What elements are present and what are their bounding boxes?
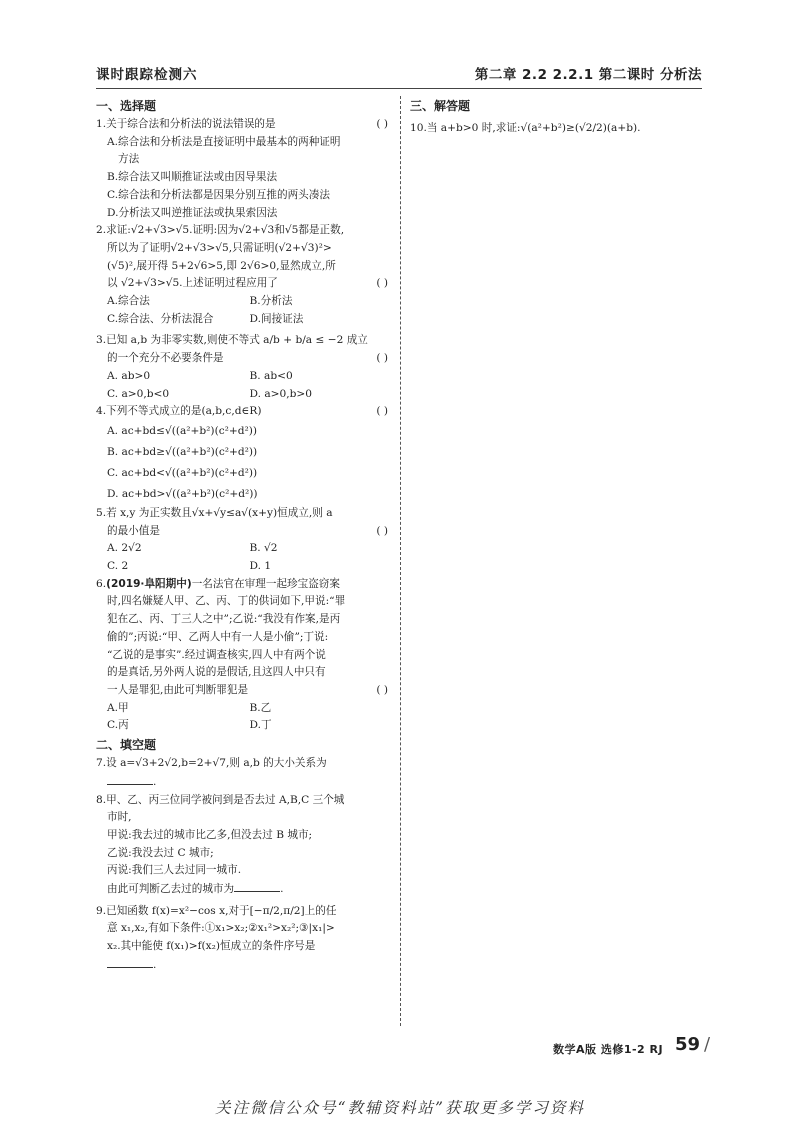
section-choice-title: 一、选择题	[96, 99, 157, 113]
q2-line-3: (√5)²,展开得 5+2√6>5,即 2√6>0,显然成立,所	[107, 259, 336, 272]
q7-end: .	[153, 775, 157, 788]
q6-option-a: A.甲	[107, 701, 129, 714]
header-left-title: 课时跟踪检测六	[96, 67, 198, 83]
question-1	[96, 116, 392, 222]
left-column	[96, 96, 392, 975]
question-6: 6.(2019·阜阳期中)一名法官在审理一起珍宝盗窃案 时,四名嫌疑人甲、乙、丙、丁的供词如下,甲说:“罪 犯在乙、丙、丁三人之中”;乙说:“我没有作案,是丙 偷的”;丙说:“甲、乙两人中有一人是小偷”;丁说: “乙说的是事实”.经过调查核实,四人中有两个说 的是真话,另外两人说的是假话,且这四人中只有 一人是罪犯,由此可判断罪犯是 ( ) A.甲 B.乙 C.丙 D.丁	[96, 576, 392, 735]
q6-paren: ( )	[376, 683, 388, 696]
page-number: 59	[675, 1034, 701, 1055]
q1-paren: ( )	[376, 118, 388, 130]
q6-option-b: B.乙	[249, 701, 272, 714]
q5-line-2: 的最小值是	[107, 524, 160, 537]
bottom-handwritten-note: 关注微信公众号“教辅资料站”获取更多学习资料	[215, 1099, 585, 1117]
q3-option-c: C. a>0,b<0	[107, 387, 170, 400]
page-slash: /	[704, 1034, 711, 1055]
section-fill-title: 二、填空题	[96, 738, 157, 753]
question-2	[96, 222, 392, 328]
q9-line-2: 意 x₁,x₂,有如下条件:①x₁>x₂;②x₁²>x₂²;③|x₁|>	[107, 922, 335, 935]
question-4	[96, 403, 392, 505]
q9-answer-blank	[107, 956, 153, 968]
q1-option-b: B.综合法又叫顺推证法或由因导果法	[107, 171, 278, 184]
q2-option-b: B.分析法	[249, 295, 293, 308]
q9-line-3: x₂.其中能使 f(x₁)>f(x₂)恒成立的条件序号是	[107, 940, 316, 953]
q7-answer-blank	[107, 773, 153, 785]
q6-source-tag: (2019·阜阳期中)	[106, 577, 192, 590]
q5-paren: ( )	[376, 524, 388, 537]
question-8	[96, 792, 392, 899]
q6-line-3: 犯在乙、丙、丁三人之中”;乙说:“我没有作案,是丙	[107, 613, 341, 626]
footer-edition-badge: 数学A版 选修1-2 RJ	[553, 1043, 664, 1056]
q4-option-b: B. ac+bd≥√((a²+b²)(c²+d²))	[107, 445, 258, 458]
right-column	[410, 96, 700, 138]
q2-line-4: 以 √2+√3>√5.上述证明过程应用了	[107, 277, 278, 290]
header-rule	[96, 88, 702, 89]
q6-line-1: 一名法官在审理一起珍宝盗窃案	[191, 577, 340, 590]
q8-line-5: 丙说:我们三人去过同一城市.	[107, 864, 242, 877]
q4-option-c: C. ac+bd<√((a²+b²)(c²+d²))	[107, 466, 258, 479]
q6-option-d: D.丁	[249, 719, 272, 732]
q3-option-a: A. ab>0	[107, 369, 151, 382]
q2-option-d: D.间接证法	[249, 312, 304, 325]
q8-end: .	[280, 883, 284, 896]
q6-option-c: C.丙	[107, 719, 129, 732]
q10-text: 10.当 a+b>0 时,求证:√(a²+b²)≥(√2/2)(a+b).	[410, 122, 641, 134]
q2-option-c: C.综合法、分析法混合	[107, 312, 214, 325]
q5-option-a: A. 2√2	[107, 542, 142, 555]
question-7	[96, 755, 392, 791]
q2-option-a: A.综合法	[107, 295, 150, 308]
q3-line-1: 3.已知 a,b 为非零实数,则使不等式 a/b + b/a ≤ −2 成立	[96, 334, 368, 347]
q8-answer-blank	[234, 880, 280, 892]
question-3	[96, 332, 392, 403]
q4-option-a: A. ac+bd≤√((a²+b²)(c²+d²))	[107, 424, 258, 437]
q3-option-b: B. ab<0	[249, 369, 293, 382]
q8-line-1: 8.甲、乙、丙三位同学被问到是否去过 A,B,C 三个城	[96, 793, 345, 806]
q8-line-3: 甲说:我去过的城市比乙多,但没去过 B 城市;	[107, 828, 313, 841]
q6-line-2: 时,四名嫌疑人甲、乙、丙、丁的供词如下,甲说:“罪	[107, 595, 346, 608]
q6-line-6: 的是真话,另外两人说的是假话,且这四人中只有	[107, 666, 326, 679]
q4-paren: ( )	[376, 405, 388, 418]
question-9	[96, 903, 392, 975]
column-divider	[400, 96, 401, 1026]
question-10	[410, 120, 700, 138]
q5-option-b: B. √2	[249, 542, 278, 555]
q4-option-d: D. ac+bd>√((a²+b²)(c²+d²))	[107, 487, 258, 500]
q4-stem: 4.下列不等式成立的是(a,b,c,d∈R)	[96, 405, 262, 418]
q1-stem: 1.关于综合法和分析法的说法错误的是	[96, 118, 276, 130]
q1-option-d: D.分析法又叫逆推证法或执果索因法	[107, 206, 278, 219]
q2-paren: ( )	[376, 277, 388, 290]
q9-line-1: 9.已知函数 f(x)=x²−cos x,对于[−π/2,π/2]上的任	[96, 904, 337, 917]
q2-line-1: 2.求证:√2+√3>√5.证明:因为√2+√3和√5都是正数,	[96, 224, 345, 237]
q5-line-1: 5.若 x,y 为正实数且√x+√y≤a√(x+y)恒成立,则 a	[96, 506, 333, 519]
q1-option-a-cont: 方法	[118, 153, 140, 166]
q1-option-c: C.综合法和分析法都是因果分别互推的两头凑法	[107, 188, 330, 201]
q3-paren: ( )	[376, 352, 388, 365]
q8-line-6: 由此可判断乙去过的城市为	[107, 883, 235, 896]
q5-option-c: C. 2	[107, 560, 129, 573]
q8-line-4: 乙说:我没去过 C 城市;	[107, 846, 214, 859]
q5-option-d: D. 1	[249, 560, 272, 573]
q6-line-7: 一人是罪犯,由此可判断罪犯是	[107, 683, 249, 696]
question-5	[96, 505, 392, 576]
q7-line-1: 7.设 a=√3+2√2,b=2+√7,则 a,b 的大小关系为	[96, 757, 327, 770]
q1-option-a: A.综合法和分析法是直接证明中最基本的两种证明	[107, 135, 341, 148]
q9-end: .	[153, 958, 157, 971]
section-answer-title: 三、解答题	[410, 99, 471, 113]
header-right-chapter: 第二章 2.2 2.2.1 第二课时 分析法	[474, 67, 702, 83]
q6-line-4: 偷的”;丙说:“甲、乙两人中有一人是小偷”;丁说:	[107, 630, 329, 643]
q8-line-2: 市时,	[107, 811, 132, 824]
q3-option-d: D. a>0,b>0	[249, 387, 313, 400]
q2-line-2: 所以为了证明√2+√3>√5,只需证明(√2+√3)²>	[107, 241, 332, 254]
q3-line-2: 的一个充分不必要条件是	[107, 352, 224, 365]
q6-line-5: “乙说的是事实”.经过调查核实,四人中有两个说	[107, 648, 326, 661]
